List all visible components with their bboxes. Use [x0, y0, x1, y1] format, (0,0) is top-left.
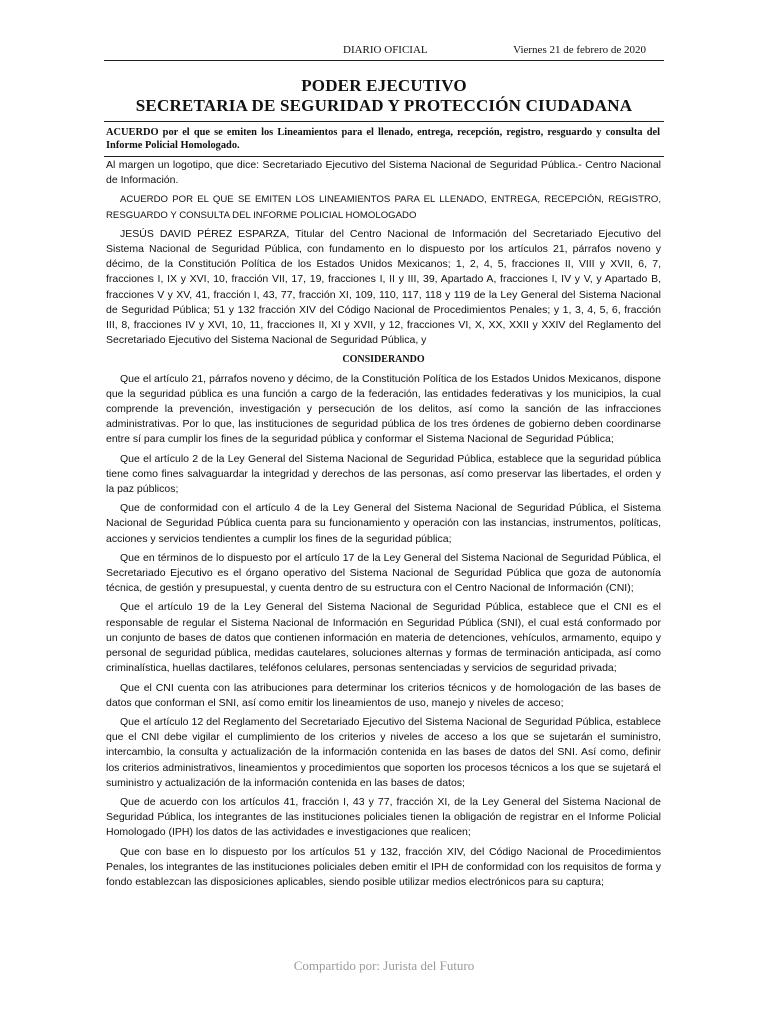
header-rule	[104, 60, 664, 61]
whereas-paragraph: Que en términos de lo dispuesto por el artículo 17 de la Ley General del Sistema Nacional de Seguridad Pública, el Secretariado Ejecutivo es el órgano operativo del Sistema Nacional de Seguridad Pública que goza de autonomía técnica, de gestión y presupuestal, y cuenta dentro de su estructura con el Centro Nacional de Información (CNI);	[106, 551, 661, 595]
whereas-paragraph: Que de conformidad con el artículo 4 de la Ley General del Sistema Nacional de Seguridad Pública, el Sistema Nacional de Seguridad Pública cuenta para su funcionamiento y operación con las instancias, instrumentos, políticas, acciones y servicios tendientes a cumplir los fines de la seguridad pública;	[106, 502, 661, 545]
decree-caps-title: ACUERDO POR EL QUE SE EMITEN LOS LINEAMIENTOS PARA EL LLENADO, ENTREGA, RECEPCIÓN, REGISTRO, RESGUARDO Y CONSULTA DEL INFORME POLICIAL HOMOLOGADO	[106, 194, 661, 221]
ministry-title: SECRETARIA DE SEGURIDAD Y PROTECCIÓN CIUDADANA	[135, 96, 633, 115]
section-heading: CONSIDERANDO	[342, 354, 425, 366]
preamble-paragraph: JESÚS DAVID PÉREZ ESPARZA, Titular del Centro Nacional de Información del Secretariado Ejecutivo del Sistema Nacional de Seguridad Pública, con fundamento en lo dispuesto por los artículos 21, párrafos noveno y décimo, de la Constitución Política de los Estados Unidos Mexicanos; 1, 2, 4, 5, fracciones II, VIII y XVII, 6, 7, fracciones I, IX y XVI, 10, fracción VII, 17, 19, fracciones I, II y III, 39, Apartado A, fracciones I, IV y V, y Apartado B, fracciones V y XV, 41, fracción I, 43, 77, fracción XI, 109, 110, 117, 118 y 119 de la Ley General del Sistema Nacional de Seguridad Pública; 51 y 132 fracción XIV del Código Nacional de Procedimientos Penales; y 1, 3, 4, 5, 6, fracción III, 8, fracciones IV y XVI, 10, 11, fracciones II, XI y XVII, y 12, fracciones VI, X, XX, XXII y XXIV del Reglamento del Secretariado Ejecutivo del Sistema Nacional de Seguridad Pública, y	[106, 227, 661, 347]
branch-title: PODER EJECUTIVO	[301, 76, 467, 95]
whereas-paragraph: Que con base en lo dispuesto por los artículos 51 y 132, fracción XIV, del Código Nacional de Procedimientos Penales, los integrantes de las instituciones policiales deben emitir el IPH de conformidad con los requisitos de forma y fondo establezcan las disposiciones aplicables, siendo posible utilizar medios electrónicos para su captura;	[106, 845, 661, 888]
shared-by-watermark: Compartido por: Jurista del Futuro	[293, 958, 475, 973]
page-header	[0, 44, 768, 62]
publication-name: DIARIO OFICIAL	[343, 44, 428, 56]
publication-date: Viernes 21 de febrero de 2020	[513, 44, 646, 56]
whereas-paragraph: Que el artículo 19 de la Ley General del Sistema Nacional de Seguridad Pública, establece que el CNI es el responsable de regular el Sistema Nacional de Información en Seguridad Pública (SNI), el cual está conformado por un conjunto de bases de datos que contienen información en materia de detenciones, vehículos, armamento, equipo y personal de seguridad pública, medidas cautelares, soluciones alternas y formas de terminación anticipada, así como criminalística, huellas dactilares, teléfonos celulares, personas sentenciadas y servicios de seguridad privada;	[106, 601, 661, 675]
whereas-paragraph: Que el artículo 2 de la Ley General del Sistema Nacional de Seguridad Pública, establece que la seguridad pública tiene como fines salvaguardar la integridad y derechos de las personas, así como preservar las libertades, el orden y la paz públicos;	[106, 452, 661, 496]
document-body	[106, 158, 661, 894]
logo-note: Al margen un logotipo, que dice: Secretariado Ejecutivo del Sistema Nacional de Seguridad Pública.- Centro Nacional de Información.	[106, 159, 661, 187]
decree-title: ACUERDO por el que se emiten los Lineamientos para el llenado, entrega, recepción, registro, resguardo y consulta del Informe Policial Homologado.	[106, 127, 660, 151]
decree-rule	[104, 156, 664, 157]
whereas-paragraph: Que el artículo 21, párrafos noveno y décimo, de la Constitución Política de los Estados Unidos Mexicanos, dispone que la seguridad pública es una función a cargo de la federación, las entidades federativas y los municipios, la cual comprende la prevención, investigación y persecución de los delitos, así como la sanción de las infracciones administrativas. Por lo que, las instituciones de seguridad pública de los tres órdenes de gobierno deben coordinarse entre sí para cumplir los fines de la seguridad pública y conformar el Sistema Nacional de Seguridad Pública;	[106, 372, 661, 446]
whereas-paragraph: Que de acuerdo con los artículos 41, fracción I, 43 y 77, fracción XI, de la Ley General del Sistema Nacional de Seguridad Pública, los integrantes de las instituciones policiales tienen la obligación de registrar en el Informe Policial Homologado (IPH) los datos de las actividades e investigaciones que realicen;	[106, 795, 661, 839]
title-rule	[104, 121, 664, 122]
whereas-paragraph: Que el CNI cuenta con las atribuciones para determinar los criterios técnicos y de homologación de las bases de datos que conforman el SNI, así como emitir los lineamientos de uso, manejo y niveles de acceso;	[106, 681, 661, 709]
whereas-paragraph: Que el artículo 12 del Reglamento del Secretariado Ejecutivo del Sistema Nacional de Seguridad Pública, establece que el CNI debe vigilar el cumplimiento de los criterios y niveles de acceso a los que se sujetarán el suministro, intercambio, la consulta y actualización de la información contenida en las bases de datos del SNI. Así como, definir los criterios administrativos, lineamientos y procedimientos que soporten los procesos técnicos a los que se sujetará el suministro y actualización de la información contenida en las bases de datos;	[106, 715, 661, 789]
